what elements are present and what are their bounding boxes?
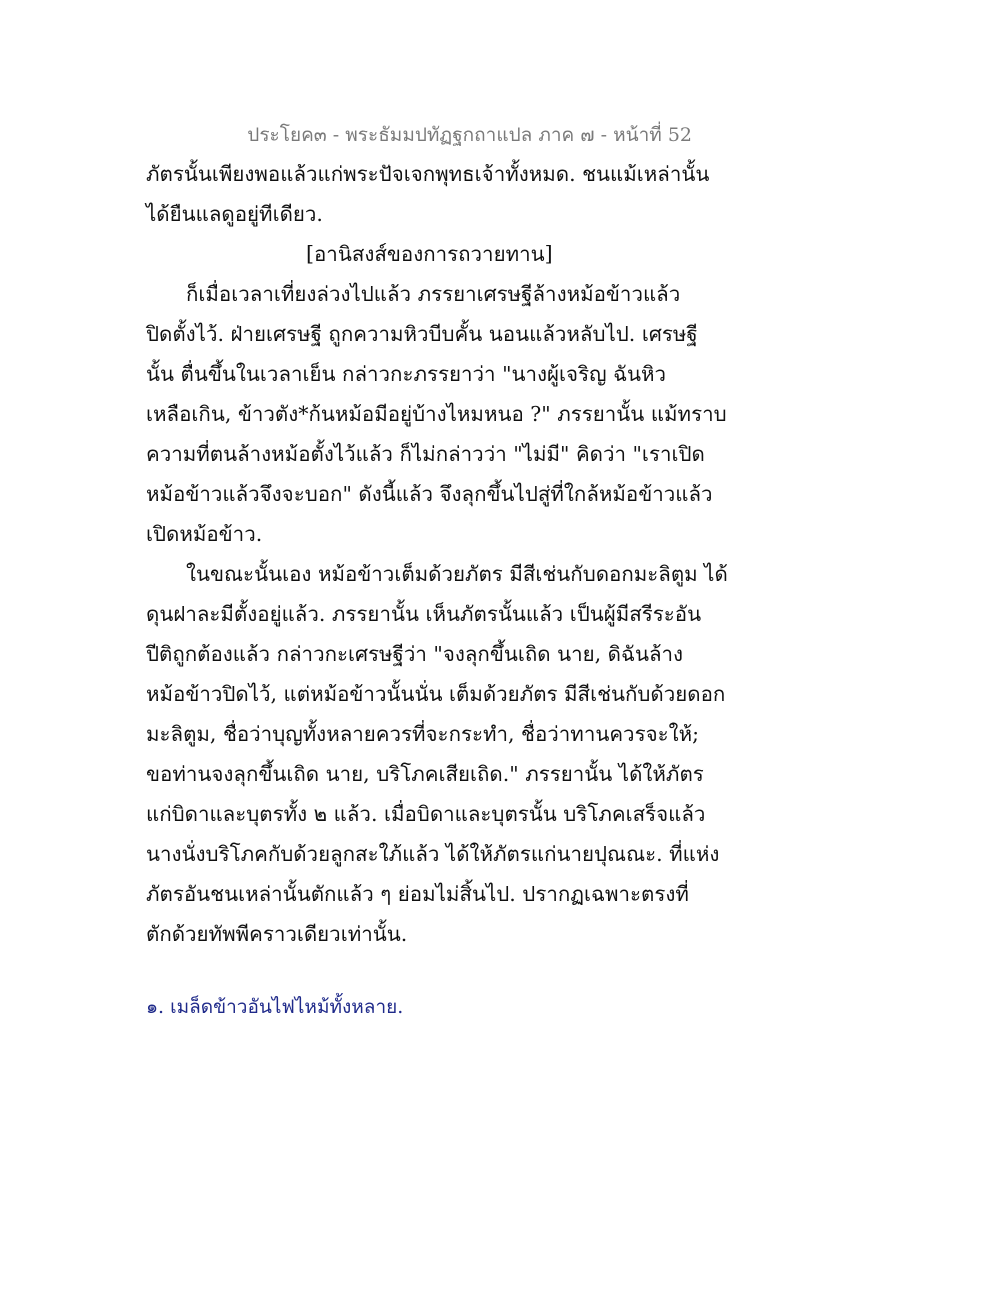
text-line: หม้อข้าวแล้วจึงจะบอก" ดังนี้แล้ว จึงลุกขึ้นไปสู่ที่ใกล้หม้อข้าวแล้ว <box>146 482 713 506</box>
paragraph-start-line: ก็เมื่อเวลาเที่ยงล่วงไปแล้ว ภรรยาเศรษฐีล้างหม้อข้าวแล้ว <box>186 282 681 306</box>
running-head: ประโยค๓ - พระธัมมปทัฏฐกถาแปล ภาค ๗ - หน้าที่ 52 <box>247 124 692 146</box>
text-line: เปิดหม้อข้าว. <box>146 522 263 546</box>
text-line: ปีติถูกต้องแล้ว กล่าวกะเศรษฐีว่า "จงลุกขึ้นเถิด นาย, ดิฉันล้าง <box>146 642 684 666</box>
text-line: ได้ยืนแลดูอยู่ทีเดียว. <box>146 202 323 226</box>
paragraph-start-line: ในขณะนั้นเอง หม้อข้าวเต็มด้วยภัตร มีสีเช่นกับดอกมะลิตูม ได้ <box>186 562 728 586</box>
footnote: ๑. เมล็ดข้าวอันไฟไหม้ทั้งหลาย. <box>146 996 404 1018</box>
text-line: ภัตรนั้นเพียงพอแล้วแก่พระปัจเจกพุทธเจ้าทั้งหมด. ชนแม้เหล่านั้น <box>146 162 710 186</box>
text-line: หม้อข้าวปิดไว้, แต่หม้อข้าวนั้นนั่น เต็มด้วยภัตร มีสีเช่นกับด้วยดอก <box>146 682 726 706</box>
text-line: มะลิตูม, ชื่อว่าบุญทั้งหลายควรที่จะกระทำ, ชื่อว่าทานควรจะให้; <box>146 722 700 746</box>
text-line: เหลือเกิน, ข้าวตัง*ก้นหม้อมีอยู่บ้างไหมหนอ ?" ภรรยานั้น แม้ทราบ <box>146 402 727 426</box>
text-line: แก่บิดาและบุตรทั้ง ๒ แล้ว. เมื่อบิดาและบุตรนั้น บริโภคเสร็จแล้ว <box>146 802 706 826</box>
text-line: นางนั่งบริโภคกับด้วยลูกสะใภ้แล้ว ได้ให้ภัตรแก่นายปุณณะ. ที่แห่ง <box>146 842 720 866</box>
text-line: ภัตรอันชนเหล่านั้นตักแล้ว ๆ ย่อมไม่สิ้นไป. ปรากฏเฉพาะตรงที่ <box>146 882 689 906</box>
text-line: นั้น ตื่นขึ้นในเวลาเย็น กล่าวกะภรรยาว่า "นางผู้เจริญ ฉันหิว <box>146 362 667 386</box>
section-heading: [อานิสงส์ของการถวายทาน] <box>306 242 553 266</box>
text-line: ปิดตั้งไว้. ฝ่ายเศรษฐี ถูกความหิวบีบคั้น นอนแล้วหลับไป. เศรษฐี <box>146 322 698 346</box>
text-line: ดุนฝาละมีตั้งอยู่แล้ว. ภรรยานั้น เห็นภัตรนั้นแล้ว เป็นผู้มีสรีระอัน <box>146 602 702 626</box>
text-line: ขอท่านจงลุกขึ้นเถิด นาย, บริโภคเสียเถิด." ภรรยานั้น ได้ให้ภัตร <box>146 762 704 786</box>
body-text <box>146 154 728 954</box>
text-line: ตักด้วยทัพพีคราวเดียวเท่านั้น. <box>146 922 408 946</box>
text-line: ความที่ตนล้างหม้อตั้งไว้แล้ว ก็ไม่กล่าวว่า "ไม่มี" คิดว่า "เราเปิด <box>146 442 705 466</box>
